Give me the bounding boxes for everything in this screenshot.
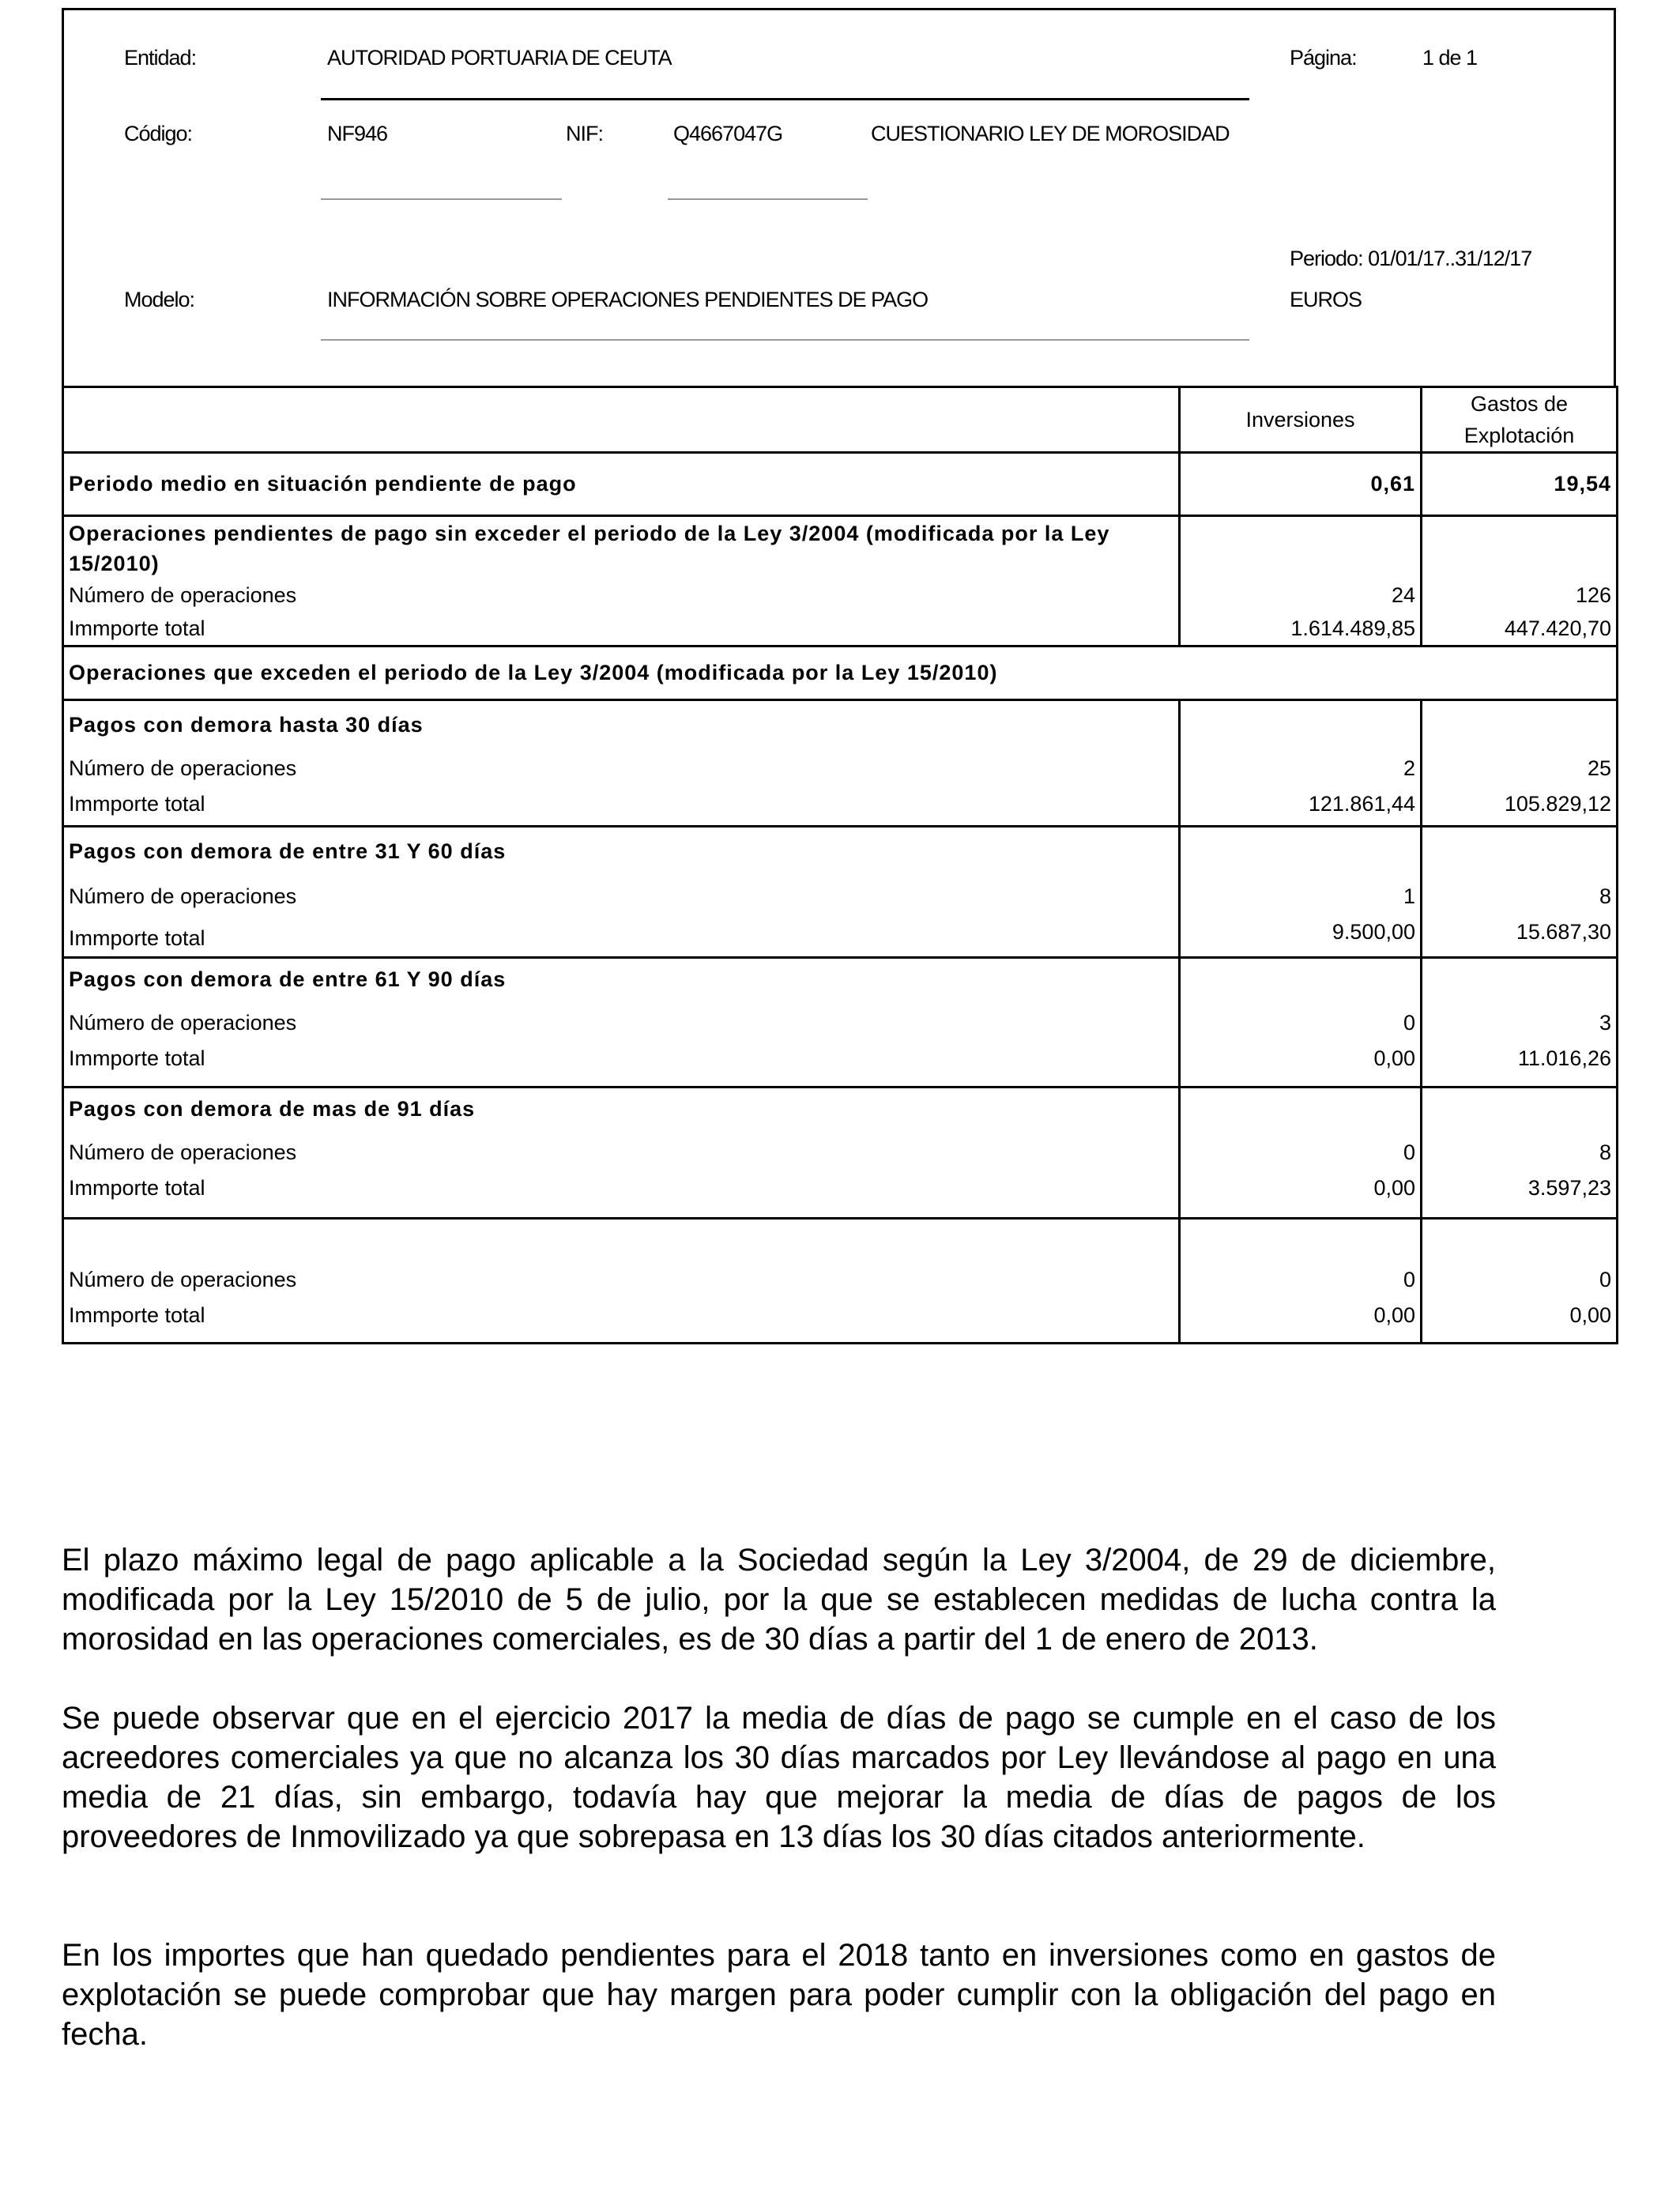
sin-exceder-gastos	[1422, 516, 1618, 647]
group-imp-gas: 11.016,26	[1517, 1046, 1611, 1070]
modelo-label: Modelo:	[124, 288, 195, 311]
group-imp-label: Immporte total	[69, 792, 205, 816]
group-imp-inv: 9.500,00	[1332, 920, 1415, 944]
group-imp-gas: 3.597,23	[1527, 1176, 1611, 1200]
pagina-value: 1 de 1	[1422, 46, 1478, 70]
entidad-label: Entidad:	[124, 46, 197, 70]
exceden-title: Operaciones que exceden el periodo de la Ley 3/2004 (modificada por la Ley 15/2010)	[63, 647, 1618, 700]
periodo-medio-gastos: 19,54	[1422, 453, 1618, 516]
group-labels	[63, 700, 1180, 827]
group-imp-inv: 0,00	[1373, 1176, 1415, 1200]
group-num-gas: 8	[1599, 884, 1611, 908]
group-imp-label: Immporte total	[69, 1176, 205, 1200]
sin-exceder-imp-gas: 447.420,70	[1504, 616, 1611, 640]
group-imp-inv: 121.861,44	[1308, 792, 1415, 816]
sin-exceder-title: Operaciones pendientes de pago sin exceder el periodo de la Ley 3/2004 (modificada por la Ley 15/2010)	[69, 522, 1110, 575]
periodo-medio-inversiones: 0,61	[1180, 453, 1422, 516]
moneda: EUROS	[1290, 288, 1362, 311]
group-gastos	[1422, 958, 1618, 1088]
nif-underline	[668, 198, 868, 200]
group-labels	[63, 1219, 1180, 1344]
header-blank-cell	[63, 387, 1180, 453]
group-imp-label: Immporte total	[69, 1046, 205, 1070]
codigo-label: Código:	[124, 122, 193, 145]
sin-exceder-num-label: Número de operaciones	[69, 583, 297, 607]
col-inversiones: Inversiones	[1180, 387, 1422, 453]
table-header-row	[63, 387, 1618, 453]
group-num-gas: 8	[1599, 1140, 1611, 1164]
table-row	[63, 1219, 1618, 1344]
group-imp-gas: 0,00	[1569, 1303, 1611, 1327]
group-num-inv: 0	[1403, 1268, 1415, 1291]
nif-value: Q4667047G	[673, 122, 783, 145]
group-inversiones	[1180, 700, 1422, 827]
paragraph: Se puede observar que en el ejercicio 2017 la media de días de pago se cumple en el caso de los acreedores comerciales ya que no alcanza los 30 días marcados por Ley llevándose al pago en una media de 21 días, sin embargo, todavía hay que mejorar la media de días de pagos de los proveedores de Inmovilizado ya que sobrepasa en 13 días los 30 días citados anteriormente.	[62, 1701, 1496, 1854]
group-inversiones	[1180, 827, 1422, 958]
group-inversiones	[1180, 1219, 1422, 1344]
group-num-inv: 2	[1403, 756, 1415, 780]
group-num-gas: 0	[1599, 1268, 1611, 1291]
periodo-medio-label: Periodo medio en situación pendiente de pago	[63, 453, 1180, 516]
table-row	[63, 827, 1618, 958]
group-num-inv: 0	[1403, 1140, 1415, 1164]
group-title: Pagos con demora de entre 31 Y 60 días	[69, 839, 507, 863]
group-labels	[63, 827, 1180, 958]
group-num-label: Número de operaciones	[69, 756, 297, 780]
col-gastos-line2: Explotación	[1463, 424, 1575, 447]
pagina-label: Página:	[1290, 46, 1357, 70]
operaciones-table	[62, 386, 1618, 1344]
codigo-underline	[321, 198, 562, 200]
sin-exceder-imp-inv: 1.614.489,85	[1290, 616, 1415, 640]
group-gastos	[1422, 827, 1618, 958]
group-num-label: Número de operaciones	[69, 1011, 297, 1035]
periodo-medio-row	[63, 453, 1618, 516]
group-imp-gas: 15.687,30	[1516, 920, 1611, 944]
group-inversiones	[1180, 1088, 1422, 1219]
entidad-value: AUTORIDAD PORTUARIA DE CEUTA	[327, 46, 672, 70]
group-title: Pagos con demora de mas de 91 días	[69, 1097, 476, 1121]
sin-exceder-imp-label: Immporte total	[69, 616, 205, 640]
modelo-underline	[321, 339, 1249, 341]
sin-exceder-row	[63, 516, 1618, 647]
group-num-inv: 0	[1403, 1011, 1415, 1035]
group-num-inv: 1	[1403, 884, 1415, 908]
sin-exceder-num-inv: 24	[1391, 583, 1415, 607]
paragraph: En los importes que han quedado pendientes para el 2018 tanto en inversiones como en gastos de explotación se puede comprobar que hay margen para poder cumplir con la obligación del pago en fecha.	[62, 1938, 1496, 2052]
group-imp-gas: 105.829,12	[1504, 792, 1611, 816]
group-labels	[63, 958, 1180, 1088]
group-num-label: Número de operaciones	[69, 1140, 297, 1164]
codigo-value: NF946	[327, 122, 388, 145]
group-title: Pagos con demora de entre 61 Y 90 días	[69, 967, 507, 991]
group-imp-inv: 0,00	[1373, 1303, 1415, 1327]
group-title: Pagos con demora hasta 30 días	[69, 713, 424, 737]
sin-exceder-labels	[63, 516, 1180, 647]
report-header	[62, 8, 1616, 386]
group-inversiones	[1180, 958, 1422, 1088]
cuestionario-title: CUESTIONARIO LEY DE MOROSIDAD	[871, 122, 1230, 145]
paragraph: El plazo máximo legal de pago aplicable a la Sociedad según la Ley 3/2004, de 29 de diciembre, modificada por la Ley 15/2010 de 5 de julio, por la que se establecen medidas de lucha contra la morosidad en las operaciones comerciales, es de 30 días a partir del 1 de enero de 2013.	[62, 1543, 1496, 1657]
group-num-label: Número de operaciones	[69, 884, 297, 908]
nif-label: NIF:	[566, 122, 603, 145]
group-gastos	[1422, 700, 1618, 827]
group-labels	[63, 1088, 1180, 1219]
table-row	[63, 958, 1618, 1088]
col-gastos-line1: Gastos de	[1470, 392, 1569, 416]
periodo: Periodo: 01/01/17..31/12/17	[1290, 247, 1532, 270]
group-num-gas: 25	[1587, 756, 1611, 780]
group-imp-label: Immporte total	[69, 926, 205, 950]
group-num-label: Número de operaciones	[69, 1268, 297, 1291]
group-imp-inv: 0,00	[1373, 1046, 1415, 1070]
table-row	[63, 700, 1618, 827]
group-gastos	[1422, 1219, 1618, 1344]
table-row	[63, 1088, 1618, 1219]
col-gastos	[1422, 387, 1618, 453]
group-num-gas: 3	[1599, 1011, 1611, 1035]
modelo-value: INFORMACIÓN SOBRE OPERACIONES PENDIENTES DE PAGO	[327, 288, 929, 311]
group-gastos	[1422, 1088, 1618, 1219]
entidad-underline	[321, 98, 1249, 100]
exceden-row	[63, 647, 1618, 700]
sin-exceder-num-gas: 126	[1575, 583, 1611, 607]
group-imp-label: Immporte total	[69, 1303, 205, 1327]
sin-exceder-inversiones	[1180, 516, 1422, 647]
